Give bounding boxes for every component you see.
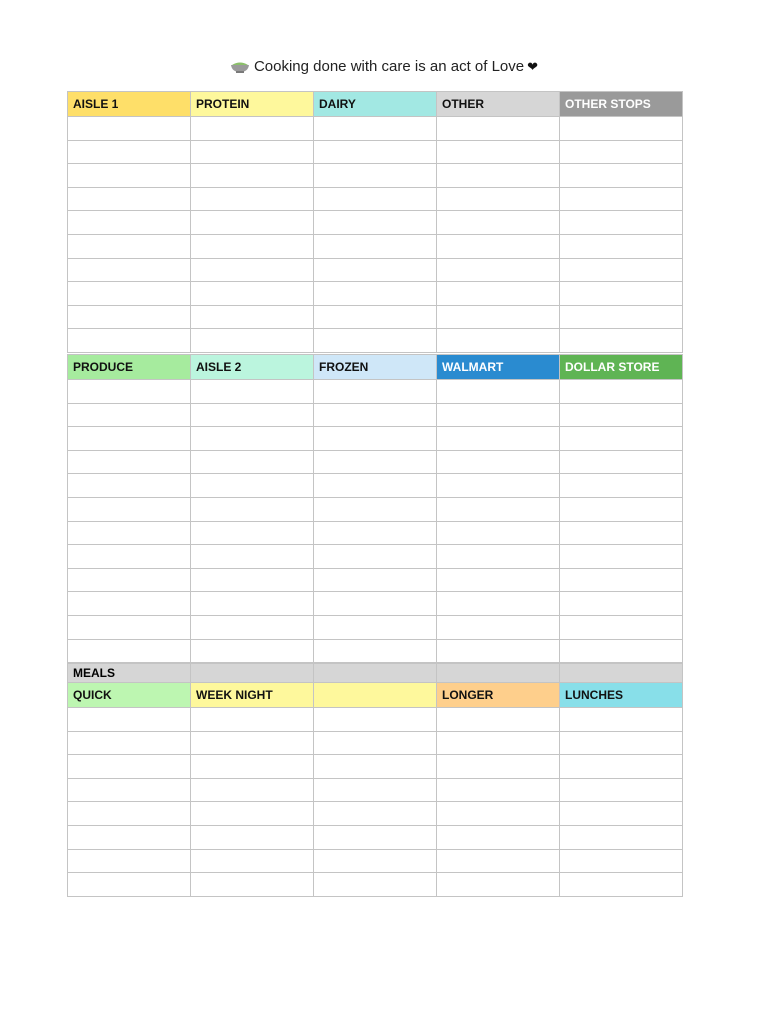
entry-cell[interactable] (314, 164, 437, 188)
entry-cell[interactable] (560, 234, 683, 258)
entry-cell[interactable] (68, 545, 191, 569)
entry-cell[interactable] (68, 187, 191, 211)
entry-cell[interactable] (437, 282, 560, 306)
entry-cell[interactable] (191, 282, 314, 306)
bowl-icon (230, 59, 250, 73)
table-row (68, 427, 683, 451)
entry-cell[interactable] (437, 140, 560, 164)
table-row (68, 380, 683, 404)
table-row (68, 403, 683, 427)
entry-cell[interactable] (314, 755, 437, 779)
table-row (68, 211, 683, 235)
entry-cell[interactable] (437, 211, 560, 235)
table-row (68, 615, 683, 639)
entry-cell[interactable] (437, 258, 560, 282)
entry-cell[interactable] (314, 731, 437, 755)
entry-cell[interactable] (560, 802, 683, 826)
page-title (0, 58, 768, 75)
entry-cell[interactable] (560, 329, 683, 353)
entry-cell[interactable] (191, 380, 314, 404)
table-row (68, 187, 683, 211)
entry-cell[interactable] (68, 873, 191, 897)
entry-cell[interactable] (437, 639, 560, 663)
entry-cell[interactable] (560, 164, 683, 188)
entry-cell[interactable] (314, 545, 437, 569)
entry-cell[interactable] (68, 568, 191, 592)
entry-cell[interactable] (314, 521, 437, 545)
entry-cell[interactable] (560, 211, 683, 235)
entry-cell[interactable] (437, 403, 560, 427)
entry-cell[interactable] (314, 305, 437, 329)
entry-cell[interactable] (560, 873, 683, 897)
category-header: DAIRY (314, 92, 437, 117)
entry-cell[interactable] (560, 187, 683, 211)
entry-cell[interactable] (314, 234, 437, 258)
entry-cell[interactable] (437, 778, 560, 802)
entry-cell[interactable] (68, 427, 191, 451)
category-header-row (68, 92, 683, 117)
category-header-row (68, 683, 683, 708)
entry-cell[interactable] (191, 615, 314, 639)
entry-cell[interactable] (314, 211, 437, 235)
category-header: QUICK (68, 683, 191, 708)
entry-cell[interactable] (191, 802, 314, 826)
category-header: LONGER (437, 683, 560, 708)
entry-cell[interactable] (68, 497, 191, 521)
entry-cell[interactable] (191, 305, 314, 329)
heart-icon: ❤ (527, 59, 539, 74)
entry-cell[interactable] (191, 545, 314, 569)
entry-cell[interactable] (191, 497, 314, 521)
entry-cell[interactable] (314, 825, 437, 849)
entry-cell[interactable] (437, 708, 560, 732)
entry-cell[interactable] (191, 450, 314, 474)
entry-cell[interactable] (437, 849, 560, 873)
entry-cell[interactable] (314, 802, 437, 826)
entry-cell[interactable] (68, 234, 191, 258)
entry-cell[interactable] (68, 825, 191, 849)
entry-cell[interactable] (191, 258, 314, 282)
entry-cell[interactable] (560, 450, 683, 474)
entry-cell[interactable] (560, 825, 683, 849)
table-row (68, 474, 683, 498)
entry-cell[interactable] (191, 755, 314, 779)
meals-label-row (68, 664, 683, 683)
entry-cell[interactable] (191, 187, 314, 211)
entry-cell[interactable] (191, 849, 314, 873)
sheet-section-1 (67, 91, 683, 353)
entry-cell[interactable] (191, 825, 314, 849)
entry-cell[interactable] (68, 450, 191, 474)
entry-cell[interactable] (68, 258, 191, 282)
entry-cell[interactable] (560, 521, 683, 545)
entry-cell[interactable] (68, 521, 191, 545)
entry-cell[interactable] (68, 778, 191, 802)
entry-cell[interactable] (314, 778, 437, 802)
table-row (68, 282, 683, 306)
table-row (68, 825, 683, 849)
category-header: WALMART (437, 355, 560, 380)
table-row (68, 592, 683, 616)
table-row (68, 755, 683, 779)
table-row (68, 545, 683, 569)
table-row (68, 731, 683, 755)
entry-cell[interactable] (68, 615, 191, 639)
meals-label-cell (437, 664, 560, 683)
table-row (68, 873, 683, 897)
entry-cell[interactable] (314, 497, 437, 521)
entry-cell[interactable] (560, 305, 683, 329)
entry-cell[interactable] (68, 755, 191, 779)
category-header: OTHER STOPS (560, 92, 683, 117)
entry-cell[interactable] (437, 474, 560, 498)
entry-cell[interactable] (437, 873, 560, 897)
entry-cell[interactable] (437, 568, 560, 592)
entry-cell[interactable] (437, 497, 560, 521)
entry-cell[interactable] (68, 380, 191, 404)
entry-cell[interactable] (560, 380, 683, 404)
entry-cell[interactable] (314, 282, 437, 306)
table-row (68, 497, 683, 521)
entry-cell[interactable] (560, 639, 683, 663)
entry-cell[interactable] (191, 474, 314, 498)
entry-cell[interactable] (437, 802, 560, 826)
sheet-section-2 (67, 354, 683, 663)
entry-cell[interactable] (560, 615, 683, 639)
table-row (68, 305, 683, 329)
entry-cell[interactable] (314, 708, 437, 732)
entry-cell[interactable] (68, 329, 191, 353)
entry-cell[interactable] (68, 117, 191, 141)
category-header: PRODUCE (68, 355, 191, 380)
entry-cell[interactable] (68, 164, 191, 188)
entry-cell[interactable] (560, 778, 683, 802)
entry-cell[interactable] (437, 592, 560, 616)
entry-cell[interactable] (437, 427, 560, 451)
table-row (68, 568, 683, 592)
entry-cell[interactable] (437, 755, 560, 779)
entry-cell[interactable] (68, 592, 191, 616)
category-header-row (68, 355, 683, 380)
entry-cell[interactable] (437, 380, 560, 404)
entry-cell[interactable] (314, 474, 437, 498)
entry-cell[interactable] (191, 211, 314, 235)
entry-cell[interactable] (68, 305, 191, 329)
entry-cell[interactable] (560, 708, 683, 732)
entry-cell[interactable] (437, 234, 560, 258)
table-row (68, 521, 683, 545)
entry-cell[interactable] (314, 403, 437, 427)
meals-label-cell (191, 664, 314, 683)
entry-cell[interactable] (560, 731, 683, 755)
entry-cell[interactable] (68, 639, 191, 663)
entry-cell[interactable] (191, 873, 314, 897)
category-header: OTHER (437, 92, 560, 117)
entry-cell[interactable] (437, 187, 560, 211)
entry-cell[interactable] (560, 497, 683, 521)
entry-cell[interactable] (560, 849, 683, 873)
entry-cell[interactable] (314, 427, 437, 451)
entry-cell[interactable] (68, 731, 191, 755)
entry-cell[interactable] (191, 592, 314, 616)
entry-cell[interactable] (437, 329, 560, 353)
entry-cell[interactable] (191, 427, 314, 451)
table-row (68, 234, 683, 258)
entry-cell[interactable] (314, 450, 437, 474)
entry-cell[interactable] (314, 329, 437, 353)
category-header: WEEK NIGHT (191, 683, 314, 708)
entry-cell[interactable] (191, 329, 314, 353)
entry-cell[interactable] (191, 234, 314, 258)
table-row (68, 329, 683, 353)
table-row (68, 164, 683, 188)
table-row (68, 778, 683, 802)
entry-cell[interactable] (560, 403, 683, 427)
category-header: AISLE 1 (68, 92, 191, 117)
entry-cell[interactable] (437, 450, 560, 474)
entry-cell[interactable] (314, 592, 437, 616)
entry-cell[interactable] (314, 639, 437, 663)
entry-cell[interactable] (68, 474, 191, 498)
entry-cell[interactable] (437, 825, 560, 849)
table-row (68, 117, 683, 141)
entry-cell[interactable] (68, 211, 191, 235)
meals-label-cell (560, 664, 683, 683)
entry-cell[interactable] (314, 258, 437, 282)
entry-cell[interactable] (560, 117, 683, 141)
entry-cell[interactable] (68, 802, 191, 826)
entry-cell[interactable] (560, 427, 683, 451)
entry-cell[interactable] (437, 615, 560, 639)
entry-cell[interactable] (437, 731, 560, 755)
entry-cell[interactable] (68, 403, 191, 427)
entry-cell[interactable] (314, 873, 437, 897)
entry-cell[interactable] (560, 474, 683, 498)
entry-cell[interactable] (560, 140, 683, 164)
entry-cell[interactable] (314, 849, 437, 873)
entry-cell[interactable] (314, 117, 437, 141)
meals-label: MEALS (68, 664, 191, 683)
entry-cell[interactable] (437, 521, 560, 545)
table-row (68, 802, 683, 826)
entry-cell[interactable] (191, 568, 314, 592)
entry-cell[interactable] (191, 639, 314, 663)
entry-cell[interactable] (314, 568, 437, 592)
entry-cell[interactable] (560, 545, 683, 569)
meals-label-cell (314, 664, 437, 683)
entry-cell[interactable] (314, 380, 437, 404)
entry-cell[interactable] (191, 140, 314, 164)
sheet-meals-section (67, 663, 683, 897)
entry-cell[interactable] (191, 731, 314, 755)
entry-cell[interactable] (437, 164, 560, 188)
entry-cell[interactable] (191, 708, 314, 732)
entry-cell[interactable] (560, 568, 683, 592)
entry-cell[interactable] (314, 140, 437, 164)
entry-cell[interactable] (437, 305, 560, 329)
entry-cell[interactable] (191, 164, 314, 188)
entry-cell[interactable] (314, 187, 437, 211)
entry-cell[interactable] (560, 282, 683, 306)
entry-cell[interactable] (437, 117, 560, 141)
entry-cell[interactable] (437, 545, 560, 569)
category-header: DOLLAR STORE (560, 355, 683, 380)
table-row (68, 639, 683, 663)
entry-cell[interactable] (191, 521, 314, 545)
entry-cell[interactable] (191, 778, 314, 802)
title-text: Cooking done with care is an act of Love (253, 58, 525, 75)
table-row (68, 708, 683, 732)
category-header: LUNCHES (560, 683, 683, 708)
table-row (68, 450, 683, 474)
category-header: AISLE 2 (191, 355, 314, 380)
entry-cell[interactable] (191, 117, 314, 141)
entry-cell[interactable] (560, 592, 683, 616)
entry-cell[interactable] (314, 615, 437, 639)
entry-cell[interactable] (68, 708, 191, 732)
category-header (314, 683, 437, 708)
entry-cell[interactable] (191, 403, 314, 427)
category-header: PROTEIN (191, 92, 314, 117)
entry-cell[interactable] (68, 849, 191, 873)
table-row (68, 849, 683, 873)
entry-cell[interactable] (560, 258, 683, 282)
category-header: FROZEN (314, 355, 437, 380)
table-row (68, 258, 683, 282)
entry-cell[interactable] (68, 282, 191, 306)
entry-cell[interactable] (560, 755, 683, 779)
table-row (68, 140, 683, 164)
entry-cell[interactable] (68, 140, 191, 164)
